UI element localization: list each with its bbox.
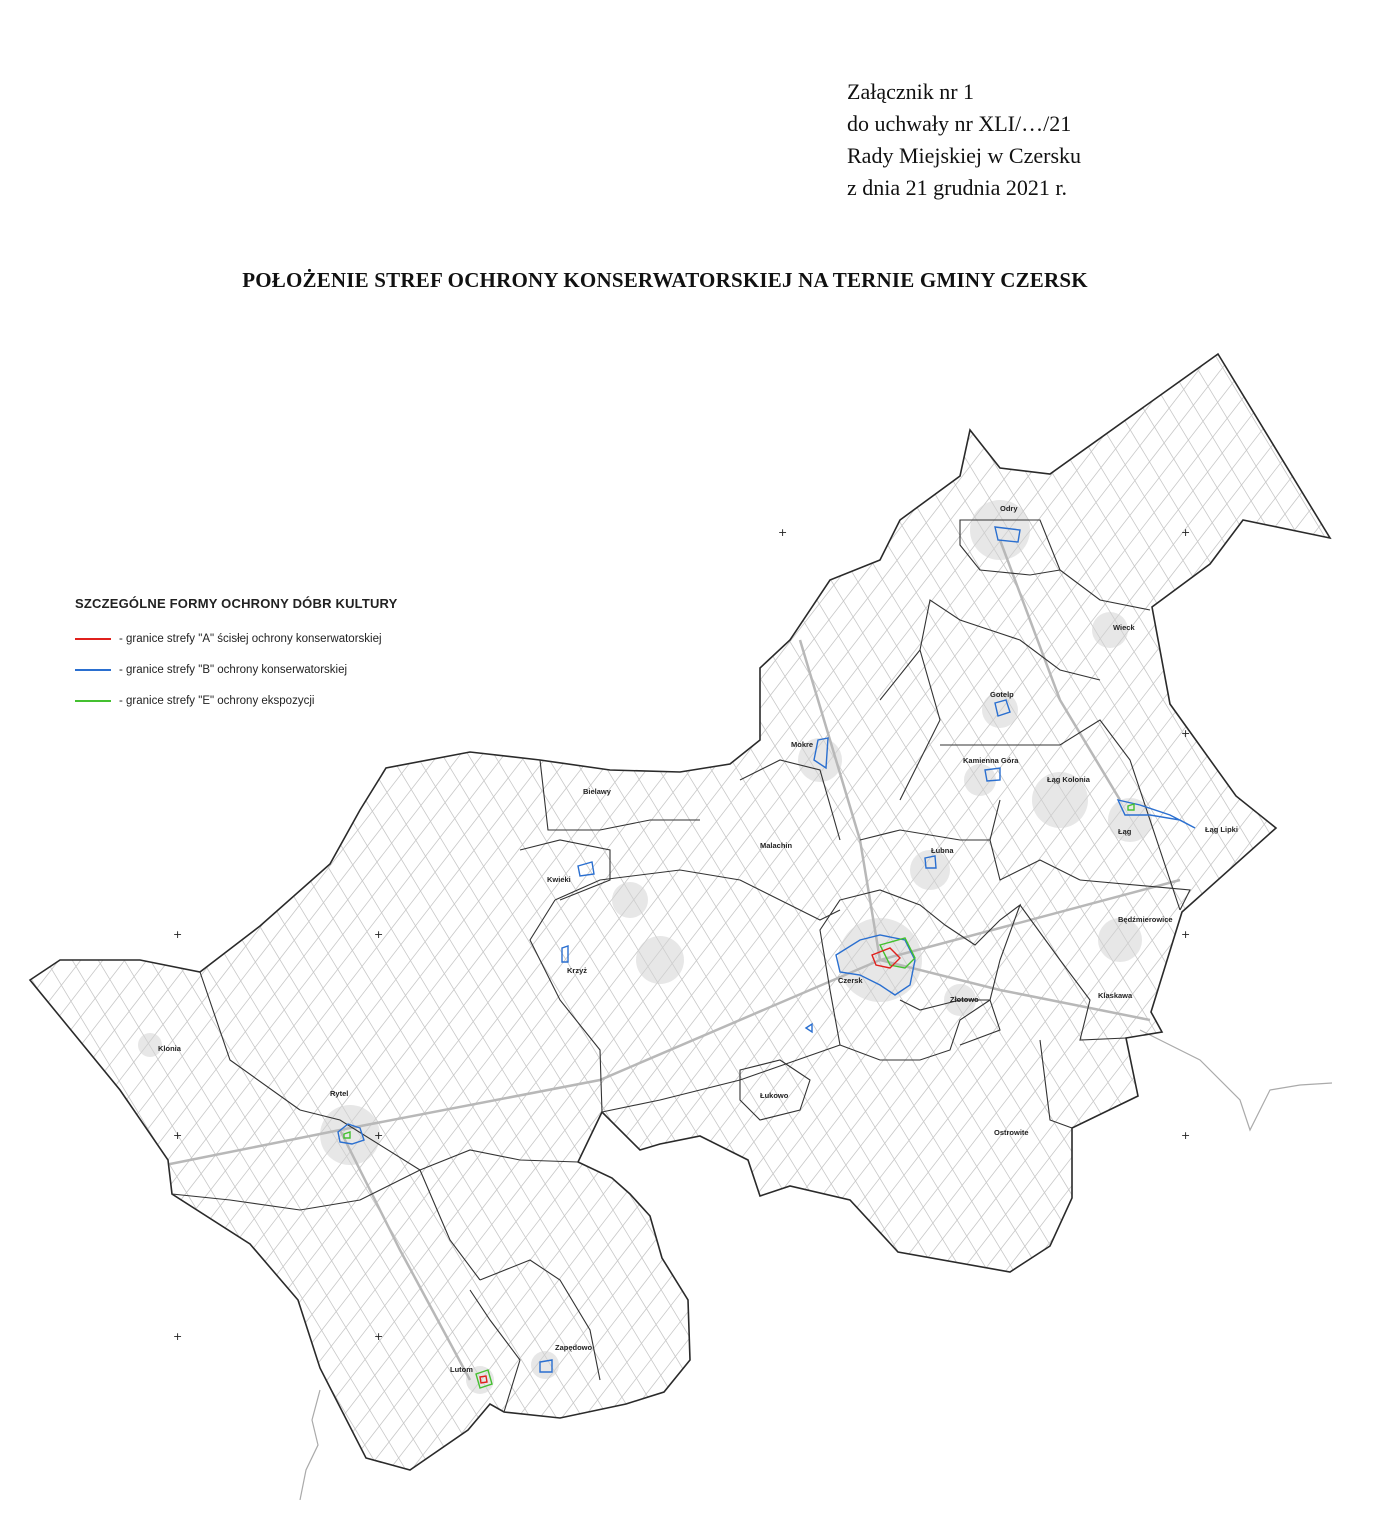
grid-cross: + bbox=[374, 1129, 384, 1142]
legend-label-zone-e: - granice strefy "E" ochrony ekspozycji bbox=[119, 694, 315, 707]
town-label-kamienna-gora: Kamienna Góra bbox=[963, 756, 1019, 765]
town-label-lukowo: Łukowo bbox=[760, 1091, 789, 1100]
legend-swatch-zone-e bbox=[75, 700, 111, 702]
grid-cross: + bbox=[1181, 928, 1191, 941]
parcel-line bbox=[0, 340, 34, 1500]
annex-line-3: Rady Miejskiej w Czersku bbox=[847, 143, 1082, 168]
legend-label-zone-a: - granice strefy "A" ścisłej ochrony konserwatorskiej bbox=[119, 632, 382, 645]
parcel-line bbox=[0, 340, 188, 1500]
grid-cross: + bbox=[1181, 1129, 1191, 1142]
town-label-zlotowo: Złotowo bbox=[950, 995, 979, 1004]
town-label-wieck: Wieck bbox=[1113, 623, 1135, 632]
grid-cross: + bbox=[374, 1330, 384, 1343]
grid-cross: + bbox=[374, 928, 384, 941]
settlement-cluster bbox=[612, 882, 648, 918]
legend-title: SZCZEGÓLNE FORMY OCHRONY DÓBR KULTURY bbox=[75, 596, 398, 611]
parcel-line bbox=[0, 340, 242, 1500]
grid-cross: + bbox=[1181, 727, 1191, 740]
grid-cross: + bbox=[173, 1330, 183, 1343]
gmina-map bbox=[0, 340, 1374, 1500]
town-label-mokre: Mokre bbox=[791, 740, 814, 749]
parcel-line bbox=[0, 340, 86, 1500]
parcel-line bbox=[0, 340, 60, 1500]
parcel-line bbox=[0, 340, 276, 1500]
town-label-klaskawa: Klaskawa bbox=[1098, 991, 1133, 1000]
parcel-line bbox=[0, 340, 122, 1500]
parcel-line bbox=[1334, 340, 1374, 1500]
parcel-line bbox=[0, 340, 166, 1500]
legend-item-zone-b bbox=[75, 654, 398, 685]
annex-header bbox=[847, 76, 1081, 204]
legend-label-zone-b: - granice strefy "B" ochrony konserwatorskiej bbox=[119, 663, 348, 676]
parcel-line bbox=[1362, 340, 1374, 1500]
parcel-line bbox=[0, 340, 210, 1500]
parcel-line bbox=[1356, 340, 1374, 1500]
map-title: POŁOŻENIE STREF OCHRONY KONSERWATORSKIEJ NA TERNIE GMINY CZERSK bbox=[242, 268, 1088, 292]
parcel-line bbox=[0, 340, 268, 1500]
grid-cross: + bbox=[1181, 526, 1191, 539]
town-label-kwieki: Kwieki bbox=[547, 875, 571, 884]
annex-line-4: z dnia 21 grudnia 2021 r. bbox=[847, 175, 1067, 200]
parcel-line bbox=[0, 340, 144, 1500]
parcel-line bbox=[0, 340, 164, 1500]
grid-cross: + bbox=[173, 928, 183, 941]
town-label-gotelp: Gotelp bbox=[990, 690, 1014, 699]
town-label-lubna: Łubna bbox=[931, 846, 954, 855]
parcel-line bbox=[1312, 340, 1374, 1500]
parcel-line bbox=[0, 340, 232, 1500]
parcel-line bbox=[0, 340, 254, 1500]
parcel-line bbox=[1336, 340, 1374, 1500]
grid-cross: + bbox=[778, 526, 788, 539]
town-label-rytel: Rytel bbox=[330, 1089, 349, 1098]
town-label-lag-kolonia: Łąg Kolonia bbox=[1047, 775, 1090, 784]
town-label-odry: Odry bbox=[1000, 504, 1018, 513]
town-label-krzyz: Krzyż bbox=[567, 966, 588, 975]
parcel-line bbox=[0, 340, 100, 1500]
town-label-lutom: Lutom bbox=[450, 1365, 473, 1374]
annex-line-1: Załącznik nr 1 bbox=[847, 79, 975, 104]
parcel-line bbox=[0, 340, 138, 1500]
parcel-line bbox=[0, 340, 190, 1500]
town-label-bedzmierowice: Będźmierowice bbox=[1118, 915, 1173, 924]
legend-swatch-zone-a bbox=[75, 638, 111, 640]
settlement-cluster bbox=[910, 850, 950, 890]
town-label-malachin: Malachin bbox=[760, 841, 793, 850]
town-label-czersk: Czersk bbox=[838, 976, 863, 985]
town-label-ostrowite: Ostrowite bbox=[994, 1128, 1029, 1137]
town-label-bielawy: Bielawy bbox=[583, 787, 611, 796]
annex-line-2: do uchwały nr XLI/…/21 bbox=[847, 111, 1072, 136]
legend-swatch-zone-b bbox=[75, 669, 111, 671]
settlement-cluster bbox=[636, 936, 684, 984]
parcel-line bbox=[0, 340, 298, 1500]
legend-item-zone-a bbox=[75, 623, 398, 654]
parcel-line bbox=[1310, 340, 1374, 1500]
settlement-cluster bbox=[1098, 918, 1142, 962]
grid-cross: + bbox=[173, 1129, 183, 1142]
legend bbox=[75, 596, 398, 716]
legend-item-zone-e bbox=[75, 685, 398, 716]
settlement-cluster bbox=[531, 1351, 559, 1379]
town-label-klonia: Klonia bbox=[158, 1044, 181, 1053]
parcel-line bbox=[0, 340, 216, 1500]
parcel-line bbox=[0, 340, 294, 1500]
town-label-lag: Łąg bbox=[1118, 827, 1132, 836]
town-label-lag-lipki: Łąg Lipki bbox=[1205, 825, 1238, 834]
town-label-zapedowo: Zapędowo bbox=[555, 1343, 593, 1352]
parcel-line bbox=[0, 340, 8, 1500]
parcel-line bbox=[0, 340, 112, 1500]
